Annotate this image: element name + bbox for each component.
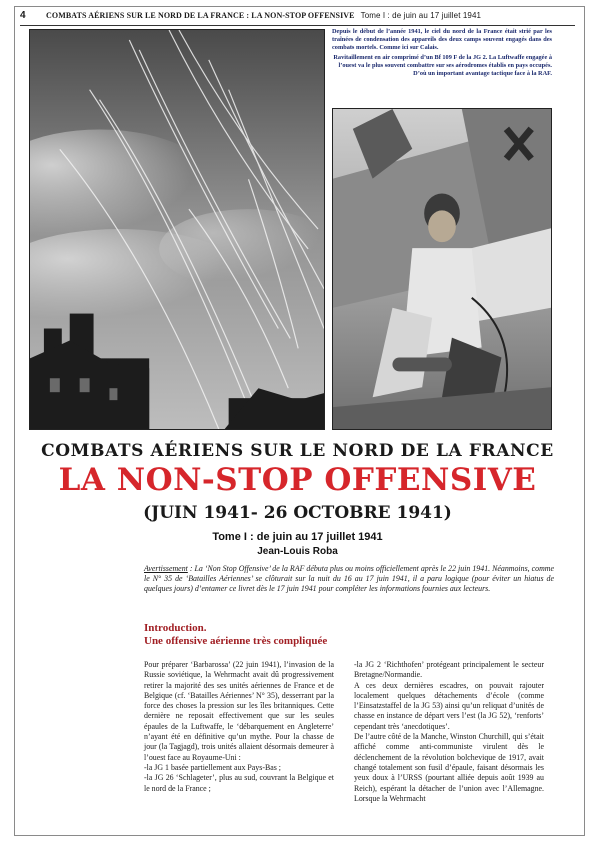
body-column-right — [354, 660, 544, 804]
photo-bf109-ground-crew — [332, 108, 552, 430]
body-paragraph: De l’autre côté de la Manche, Winston Churchill, qui s’était affiché comme anti-communiste virulent dès le déclenchement de la révolution bolchevique de 1917, avait changé totalement son fusil d’épaule, faisant désormais les yeux doux à l’URSS (pourtant alliée depuis août 1939 au Reich), espérant la détacher de l’union avec l’Allemagne. Lorsque la Wehrmacht — [354, 732, 544, 803]
body-column-left — [144, 660, 334, 794]
body-paragraph: A ces deux dernières escadres, on pouvait rajouter localement quelques détachements d’école (comme l’Einsatzstaffel de la JG 53) ainsi qu’un reliquat d’unités de chasse en instance de départ vers l’est (la JG 52), ‘renforts’ cependant très ‘anecdotiques’. — [354, 680, 544, 731]
body-paragraph: -la JG 2 ‘Richthofen’ protégeant principalement le secteur Bretagne/Normandie. — [354, 660, 544, 680]
avertissement-label: Avertissement — [144, 564, 188, 573]
caption-contrails: Depuis le début de l’année 1941, le ciel du nord de la France était strié par les traînées de condensation des appareils des deux camps souvent engagés dans des combats mortels. Comme ici sur Calais. — [332, 28, 552, 52]
body-paragraph: Pour préparer ‘Barbarossa’ (22 juin 1941), l’invasion de la Russie soviétique, la Wehrmacht avait dû progressivement retirer la majorité des ses unités aériennes de France et de Belgique (cf. ‘Batailles Aériennes’ N° 35), desserrant par la force des choses la pression sur les îles britanniques. Cette dernière ne reposait effectivement que sur les seules épaules de la Luftwaffe, le ‘débarquement en Angleterre’ n’ayant été en définitive qu’un mythe. Pour la chasse de jour (la Tagjagd), trois unités allaient désormais demeurer à l’ouest face au Royaume-Uni : — [144, 660, 334, 762]
photo-captions — [332, 28, 552, 78]
running-title: COMBATS AÉRIENS SUR LE NORD DE LA FRANCE : LA NON-STOP OFFENSIVE Tome I : de juin au 17 juillet 1941 — [46, 11, 482, 20]
body-paragraph: -la JG 1 basée partiellement aux Pays-Bas ; — [144, 762, 281, 772]
photo-contrails-sky — [29, 29, 325, 430]
author-name: Jean-Louis Roba — [257, 546, 338, 557]
section-subheading: Une offensive aérienne très compliquée — [144, 635, 328, 647]
title-dates: (JUIN 1941- 26 OCTOBRE 1941) — [143, 503, 452, 523]
avertissement-note — [144, 564, 554, 595]
caption-refuelling: Ravitaillement en air comprimé d’un Bf 109 F de la JG 2. La Luftwaffe engagée à l’ouest va le plus souvent combattre sur ses aérodromes établis en pays occupés. D’où un important avantage tactique face à la RAF. — [333, 53, 552, 78]
running-subtitle: Tome I : de juin au 17 juillet 1941 — [360, 11, 482, 20]
page-number: 4 — [20, 10, 26, 21]
section-heading: Introduction. — [144, 622, 207, 634]
running-header — [20, 8, 575, 24]
tome-subtitle: Tome I : de juin au 17 juillet 1941 — [212, 531, 383, 543]
avertissement-text: : La ‘Non Stop Offensive’ de la RAF débuta plus ou moins officiellement après le 22 juin 1941. Néanmoins, comme le N° 35 de ‘Batailles Aériennes’ se clôturait sur la nuit du 16 au 17 juin 1941, il a paru logique (pour éviter un hiatus de quelques jours) d’entamer ce livret dès le 17 juin 1941 pour compléter les informations fournies aux lecteurs. — [144, 564, 554, 594]
title-line-1: COMBATS AÉRIENS SUR LE NORD DE LA FRANCE — [41, 441, 554, 461]
header-rule — [20, 25, 575, 26]
body-paragraph: -la JG 26 ‘Schlageter’, plus au sud, couvrant la Belgique et le nord de la France ; — [144, 773, 334, 793]
title-main: LA NON-STOP OFFENSIVE — [58, 462, 537, 498]
